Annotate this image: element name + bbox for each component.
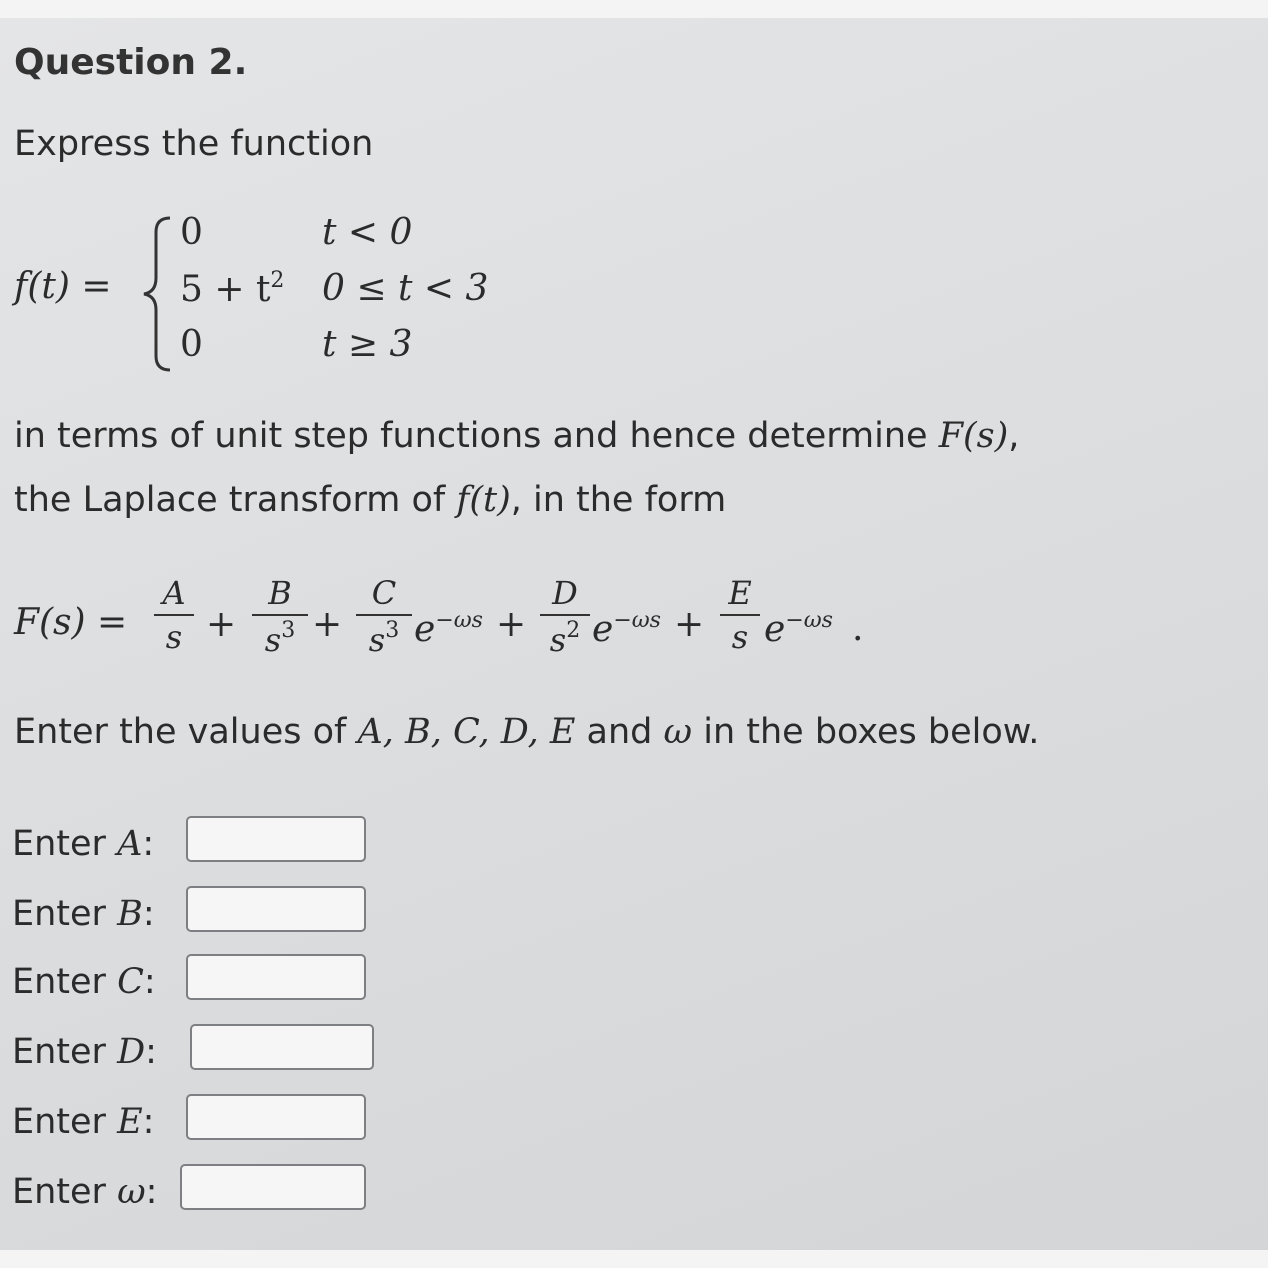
case-2-value: $5 + t^2$ xyxy=(180,268,285,310)
term-b-fraction: B $s^3$ xyxy=(252,574,308,659)
case-2-condition: 0 ≤ t < 3 xyxy=(322,268,489,309)
input-d[interactable] xyxy=(190,1024,374,1070)
label-b: Enter B: xyxy=(12,894,155,934)
question-heading: Question 2. xyxy=(14,42,248,83)
input-e[interactable] xyxy=(186,1094,366,1140)
body-line-1: in terms of unit step functions and hence determine F(s), xyxy=(14,416,1020,456)
label-omega: Enter ω: xyxy=(12,1172,158,1212)
formula-period: . xyxy=(852,608,864,649)
label-a: Enter A: xyxy=(12,824,155,864)
body-line-2: the Laplace transform of f(t), in the form xyxy=(14,480,727,520)
function-lhs: f(t) = xyxy=(14,266,112,307)
term-c-fraction: C $s^3$ xyxy=(356,574,412,659)
term-e-fraction: E s xyxy=(720,574,760,656)
intro-text: Express the function xyxy=(14,124,374,164)
input-a[interactable] xyxy=(186,816,366,862)
instruction-text: Enter the values of A, B, C, D, E and ω in the boxes below. xyxy=(14,712,1040,752)
question-panel xyxy=(0,18,1268,1250)
op-plus-2: + xyxy=(312,604,343,645)
input-b[interactable] xyxy=(186,886,366,932)
term-d-fraction: D $s^2$ xyxy=(540,574,590,659)
term-a-fraction: A s xyxy=(154,574,194,656)
op-plus-4: + xyxy=(674,604,705,645)
label-c: Enter C: xyxy=(12,962,156,1002)
formula-lhs: F(s) = xyxy=(14,602,128,643)
case-3-condition: t ≥ 3 xyxy=(322,324,413,365)
left-brace-icon xyxy=(140,216,174,372)
term-c-exponential: $e^{-\omega s}$ xyxy=(414,608,483,650)
label-d: Enter D: xyxy=(12,1032,157,1072)
term-e-exponential: $e^{-\omega s}$ xyxy=(764,608,833,650)
label-e: Enter E: xyxy=(12,1102,155,1142)
op-plus-3: + xyxy=(496,604,527,645)
input-c[interactable] xyxy=(186,954,366,1000)
op-plus-1: + xyxy=(206,604,237,645)
case-3-value: 0 xyxy=(180,324,203,365)
term-d-exponential: $e^{-\omega s}$ xyxy=(592,608,661,650)
case-1-value: 0 xyxy=(180,212,203,253)
input-omega[interactable] xyxy=(180,1164,366,1210)
case-1-condition: t < 0 xyxy=(322,212,413,253)
